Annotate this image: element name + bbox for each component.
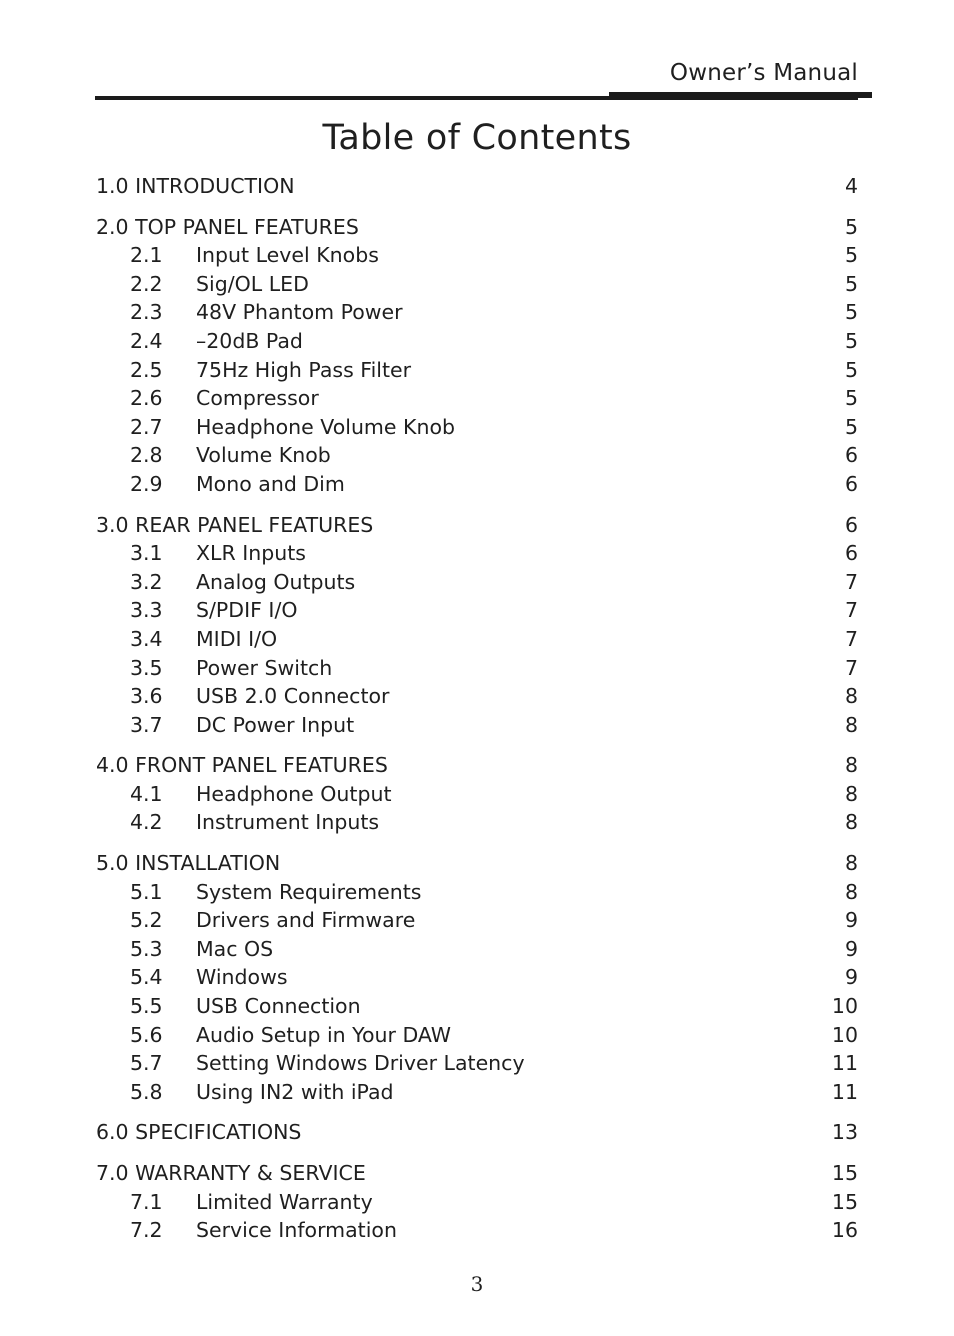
toc-entry-number: 5.6 <box>130 1022 163 1047</box>
toc-page-number: 8 <box>844 684 858 709</box>
toc-section <box>96 511 858 740</box>
toc-page-number: 13 <box>831 1120 858 1145</box>
toc-entry-title: Setting Windows Driver Latency <box>196 1051 525 1076</box>
toc-section <box>96 213 858 499</box>
toc-entry[interactable] <box>96 682 858 711</box>
toc-entry[interactable] <box>96 327 858 356</box>
table-of-contents <box>96 172 858 1257</box>
toc-page-number: 15 <box>831 1189 858 1214</box>
toc-page-number: 5 <box>844 357 858 382</box>
toc-page-number: 7 <box>844 569 858 594</box>
toc-entry-number: 3.1 <box>130 541 163 566</box>
toc-section-title: 5.0 INSTALLATION <box>96 851 281 876</box>
toc-entry[interactable] <box>96 625 858 654</box>
toc-entry-number: 2.4 <box>130 328 163 353</box>
toc-entry-title: Using IN2 with iPad <box>196 1079 394 1104</box>
toc-section-title: 6.0 SPECIFICATIONS <box>96 1120 302 1145</box>
toc-entry-number: 3.5 <box>130 655 163 680</box>
toc-entry[interactable] <box>96 878 858 907</box>
toc-entry[interactable] <box>96 963 858 992</box>
toc-entry-title: Service Information <box>196 1218 397 1243</box>
page-number: 3 <box>470 1272 484 1296</box>
toc-entry[interactable] <box>96 1188 858 1217</box>
toc-page-number: 8 <box>844 810 858 835</box>
toc-entry-title: Volume Knob <box>196 443 331 468</box>
toc-entry-title: DC Power Input <box>196 712 355 737</box>
toc-entry-number: 5.3 <box>130 936 163 961</box>
toc-entry-title: Mono and Dim <box>196 471 345 496</box>
toc-entry-number: 7.1 <box>130 1189 163 1214</box>
toc-entry[interactable] <box>96 384 858 413</box>
toc-page-number: 7 <box>844 598 858 623</box>
toc-entry-number: 2.7 <box>130 414 163 439</box>
page-title: Table of Contents <box>322 118 632 158</box>
toc-entry-number: 5.5 <box>130 994 163 1019</box>
toc-entry-number: 3.2 <box>130 569 163 594</box>
toc-entry-title: Audio Setup in Your DAW <box>196 1022 452 1047</box>
toc-entry-number: 2.2 <box>130 271 163 296</box>
toc-entry[interactable] <box>96 935 858 964</box>
toc-entry-title: System Requirements <box>196 879 422 904</box>
toc-page-number: 6 <box>844 541 858 566</box>
toc-entry[interactable] <box>96 711 858 740</box>
toc-page-number: 5 <box>844 271 858 296</box>
toc-entry[interactable] <box>96 654 858 683</box>
toc-entry[interactable] <box>96 596 858 625</box>
toc-entry[interactable] <box>96 413 858 442</box>
toc-page-number: 8 <box>844 712 858 737</box>
toc-entry-title: Drivers and Firmware <box>196 908 416 933</box>
toc-entry-title: Analog Outputs <box>196 569 356 594</box>
toc-section <box>96 172 858 201</box>
toc-page-number: 8 <box>844 851 858 876</box>
toc-entry-title: USB 2.0 Connector <box>196 684 390 709</box>
toc-entry-title: Compressor <box>196 386 319 411</box>
toc-section-title: 4.0 FRONT PANEL FEATURES <box>96 753 388 778</box>
toc-entry-number: 5.8 <box>130 1079 163 1104</box>
toc-entry[interactable] <box>96 241 858 270</box>
toc-entry-title: Headphone Output <box>196 781 392 806</box>
toc-entry-title: 48V Phantom Power <box>196 300 403 325</box>
toc-entry[interactable] <box>96 1021 858 1050</box>
toc-entry-number: 5.7 <box>130 1051 163 1076</box>
toc-page-number: 5 <box>844 414 858 439</box>
toc-section-heading[interactable] <box>96 751 858 780</box>
toc-section-heading[interactable] <box>96 213 858 242</box>
toc-entry-title: –20dB Pad <box>196 328 303 353</box>
toc-page-number: 5 <box>844 300 858 325</box>
toc-section-heading[interactable] <box>96 172 858 201</box>
toc-page-number: 10 <box>831 1022 858 1047</box>
toc-page-number: 11 <box>831 1051 858 1076</box>
toc-entry[interactable] <box>96 356 858 385</box>
toc-entry-number: 7.2 <box>130 1218 163 1243</box>
toc-section-heading[interactable] <box>96 1118 858 1147</box>
toc-entry-number: 5.4 <box>130 965 163 990</box>
toc-entry-title: Mac OS <box>196 936 274 961</box>
toc-entry-title: Headphone Volume Knob <box>196 414 456 439</box>
toc-section <box>96 751 858 837</box>
toc-page-number: 8 <box>844 879 858 904</box>
toc-page-number: 5 <box>844 386 858 411</box>
toc-entry-number: 3.7 <box>130 712 163 737</box>
toc-entry[interactable] <box>96 1049 858 1078</box>
toc-page-number: 15 <box>831 1161 858 1185</box>
toc-entry-number: 2.3 <box>130 300 163 325</box>
toc-entry[interactable] <box>96 906 858 935</box>
toc-section-heading[interactable] <box>96 1159 858 1188</box>
toc-entry-title: Windows <box>196 965 288 990</box>
toc-page-number: 6 <box>844 443 858 468</box>
toc-entry[interactable] <box>96 780 858 809</box>
toc-entry[interactable] <box>96 270 858 299</box>
toc-entry-number: 5.1 <box>130 879 163 904</box>
toc-entry[interactable] <box>96 539 858 568</box>
toc-entry-number: 5.2 <box>130 908 163 933</box>
toc-section-heading[interactable] <box>96 849 858 878</box>
toc-entry[interactable] <box>96 298 858 327</box>
toc-page-number: 11 <box>831 1079 858 1104</box>
toc-page-number: 6 <box>844 512 858 537</box>
toc-section-heading[interactable] <box>96 511 858 540</box>
toc-section <box>96 1159 858 1245</box>
toc-entry-number: 2.5 <box>130 357 163 382</box>
toc-entry-number: 2.9 <box>130 471 163 496</box>
toc-entry[interactable] <box>96 992 858 1021</box>
toc-page-number: 6 <box>844 471 858 496</box>
toc-page-number: 5 <box>844 214 858 239</box>
toc-entry[interactable] <box>96 808 858 837</box>
toc-entry-number: 3.6 <box>130 684 163 709</box>
toc-page-number: 7 <box>844 655 858 680</box>
toc-page-number: 4 <box>844 174 858 198</box>
toc-entry-number: 4.1 <box>130 781 163 806</box>
toc-entry-title: 75Hz High Pass Filter <box>196 357 412 382</box>
toc-entry-number: 3.3 <box>130 598 163 623</box>
toc-entry-title: USB Connection <box>196 994 361 1019</box>
toc-entry-number: 2.8 <box>130 443 163 468</box>
toc-entry-title: Sig/OL LED <box>196 271 309 296</box>
toc-page-number: 5 <box>844 243 858 268</box>
toc-page-number: 7 <box>844 626 858 651</box>
toc-entry[interactable] <box>96 1078 858 1107</box>
toc-section-title: 7.0 WARRANTY & SERVICE <box>96 1161 366 1185</box>
toc-page-number: 10 <box>831 994 858 1019</box>
toc-page-number: 8 <box>844 753 858 778</box>
toc-entry-title: Instrument Inputs <box>196 810 380 835</box>
toc-section-title: 2.0 TOP PANEL FEATURES <box>96 214 359 239</box>
toc-section <box>96 1118 858 1147</box>
toc-page-number: 8 <box>844 781 858 806</box>
toc-entry-number: 2.6 <box>130 386 163 411</box>
toc-entry-number: 2.1 <box>130 243 163 268</box>
toc-page-number: 5 <box>844 328 858 353</box>
toc-entry[interactable] <box>96 441 858 470</box>
header-rule-accent <box>609 92 872 98</box>
toc-entry-title: Input Level Knobs <box>196 243 379 268</box>
toc-entry-title: XLR Inputs <box>196 541 306 566</box>
toc-entry-number: 4.2 <box>130 810 163 835</box>
toc-entry[interactable] <box>96 1216 858 1245</box>
toc-entry-title: S/PDIF I/O <box>196 598 298 623</box>
running-header: Owner’s Manual <box>669 60 858 86</box>
toc-section <box>96 849 858 1106</box>
toc-entry[interactable] <box>96 568 858 597</box>
toc-entry-title: MIDI I/O <box>196 626 278 651</box>
toc-entry[interactable] <box>96 470 858 499</box>
toc-entry-title: Limited Warranty <box>196 1189 373 1214</box>
toc-section-title: 1.0 INTRODUCTION <box>96 174 295 198</box>
toc-entry-number: 3.4 <box>130 626 163 651</box>
toc-page-number: 16 <box>831 1218 858 1243</box>
toc-page-number: 9 <box>844 965 858 990</box>
toc-page-number: 9 <box>844 908 858 933</box>
toc-page-number: 9 <box>844 936 858 961</box>
toc-section-title: 3.0 REAR PANEL FEATURES <box>96 512 374 537</box>
toc-entry-title: Power Switch <box>196 655 333 680</box>
